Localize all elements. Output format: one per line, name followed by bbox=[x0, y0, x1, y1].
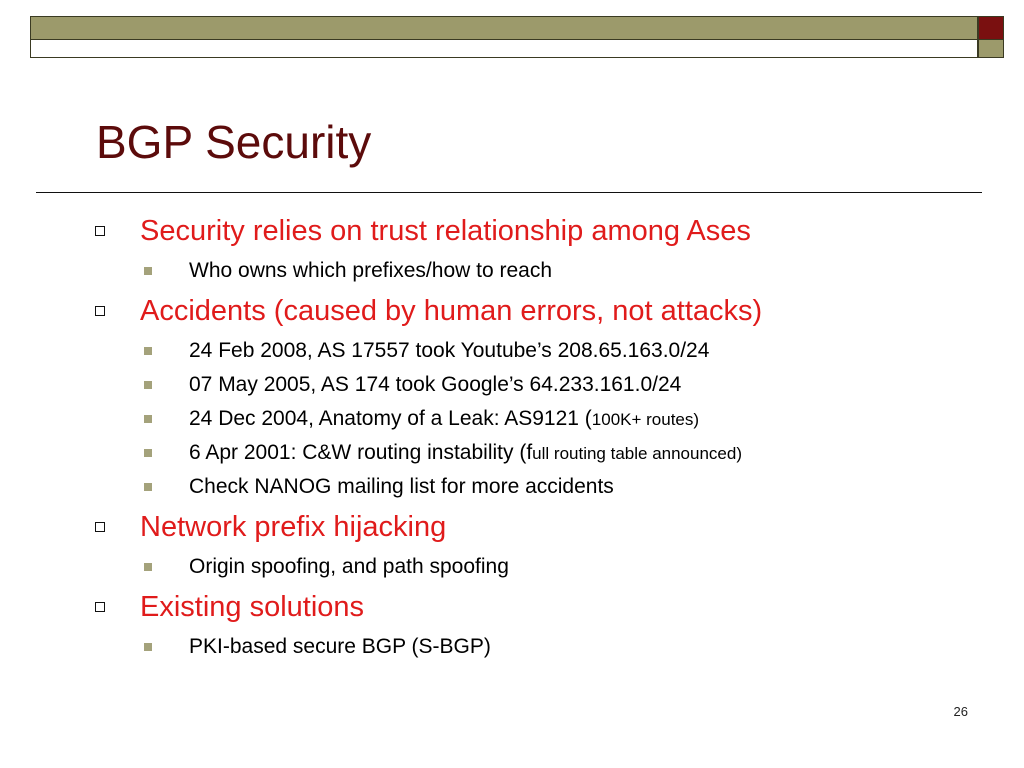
square-bullet-icon bbox=[144, 381, 152, 389]
sub-bullet-as9121-2004 bbox=[0, 402, 1024, 436]
hollow-square-bullet-icon bbox=[95, 602, 105, 612]
sub-bullet-google-2005 bbox=[0, 368, 1024, 402]
bullet-text: Security relies on trust relationship among Ases bbox=[140, 215, 751, 247]
sub-bullet-spoofing bbox=[0, 550, 1024, 584]
sub-bullet-text: Origin spoofing, and path spoofing bbox=[189, 555, 509, 578]
corner-accent-olive bbox=[978, 40, 1004, 58]
sub-bullet-youtube-2008 bbox=[0, 334, 1024, 368]
hollow-square-bullet-icon bbox=[95, 226, 105, 236]
page-number: 26 bbox=[953, 704, 968, 719]
corner-accent-red bbox=[978, 16, 1004, 40]
sub-bullet-text: PKI-based secure BGP (S-BGP) bbox=[189, 635, 491, 658]
square-bullet-icon bbox=[144, 483, 152, 491]
sub-bullet-suffix: 100K+ routes) bbox=[591, 410, 700, 429]
bullet-list bbox=[0, 208, 1024, 664]
header-strip bbox=[30, 40, 978, 58]
header-band bbox=[30, 16, 978, 40]
square-bullet-icon bbox=[144, 643, 152, 651]
sub-bullet-text: Who owns which prefixes/how to reach bbox=[189, 259, 552, 282]
bullet-accidents bbox=[0, 288, 1024, 334]
sub-bullet-text: 24 Feb 2008, AS 17557 took Youtube’s 208.65.163.0/24 bbox=[189, 339, 710, 362]
sub-bullet-prefix-ownership bbox=[0, 254, 1024, 288]
bullet-text: Accidents (caused by human errors, not attacks) bbox=[140, 295, 763, 327]
bullet-prefix-hijacking bbox=[0, 504, 1024, 550]
square-bullet-icon bbox=[144, 563, 152, 571]
sub-bullet-text: 6 Apr 2001: C&W routing instability (f bbox=[189, 441, 533, 464]
sub-bullet-text: 07 May 2005, AS 174 took Google’s 64.233.161.0/24 bbox=[189, 373, 682, 396]
square-bullet-icon bbox=[144, 449, 152, 457]
slide-title: BGP Security bbox=[96, 116, 372, 168]
bullet-text: Existing solutions bbox=[140, 591, 365, 623]
square-bullet-icon bbox=[144, 347, 152, 355]
sub-bullet-nanog bbox=[0, 470, 1024, 504]
sub-bullet-suffix: ull routing table announced) bbox=[532, 444, 742, 463]
square-bullet-icon bbox=[144, 415, 152, 423]
sub-bullet-text: Check NANOG mailing list for more accidents bbox=[189, 475, 614, 498]
title-divider bbox=[36, 192, 982, 193]
hollow-square-bullet-icon bbox=[95, 522, 105, 532]
bullet-security-trust bbox=[0, 208, 1024, 254]
bullet-existing-solutions bbox=[0, 584, 1024, 630]
square-bullet-icon bbox=[144, 267, 152, 275]
sub-bullet-sbgp bbox=[0, 630, 1024, 664]
sub-bullet-cw-2001 bbox=[0, 436, 1024, 470]
sub-bullet-text: 24 Dec 2004, Anatomy of a Leak: AS9121 ( bbox=[189, 407, 592, 430]
bullet-text: Network prefix hijacking bbox=[140, 511, 447, 543]
hollow-square-bullet-icon bbox=[95, 306, 105, 316]
